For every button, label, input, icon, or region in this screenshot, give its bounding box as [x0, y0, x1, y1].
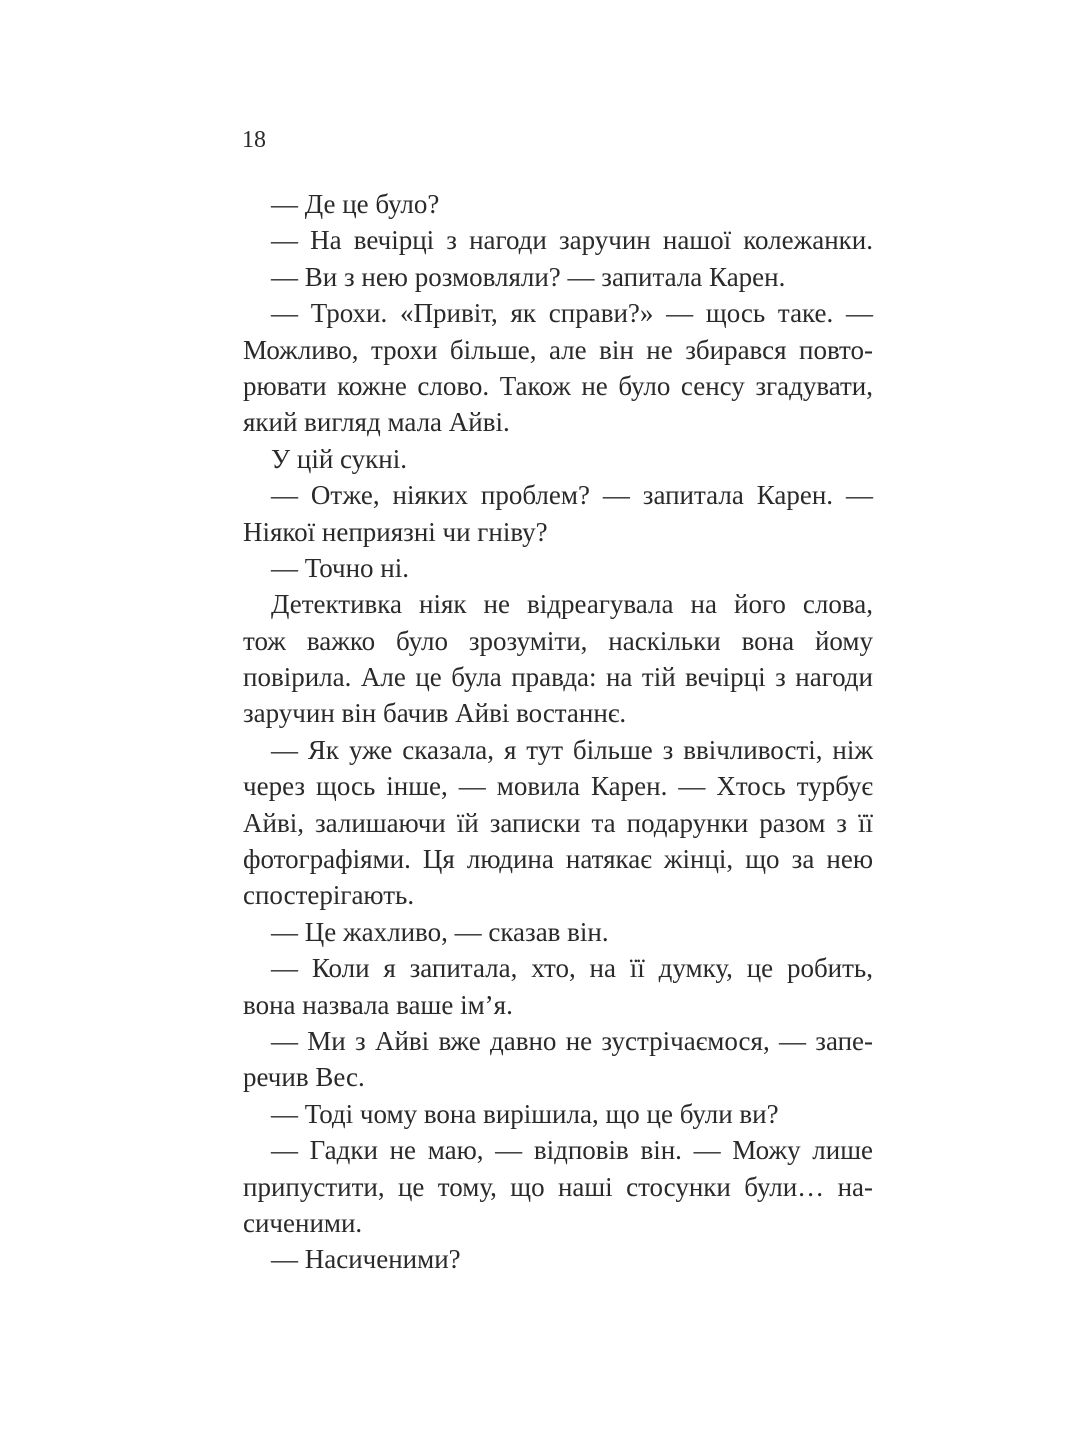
- text-line: — Як уже сказала, я тут більше з ввічливості, ніж: [271, 734, 873, 765]
- text-line: — Точно ні.: [271, 552, 409, 583]
- body-text: [243, 186, 873, 1278]
- page-number: 18: [242, 127, 266, 153]
- text-line: У цій сукні.: [271, 443, 407, 474]
- text-line: припустити, це тому, що наші стосунки були… на-: [243, 1171, 873, 1202]
- text-line: — Ви з нею розмовляли? — запитала Карен.: [271, 261, 786, 292]
- text-line: Айві, залишаючи їй записки та подарунки разом з її: [243, 807, 873, 838]
- text-line: речив Вес.: [243, 1062, 365, 1093]
- text-line: — Коли я запитала, хто, на її думку, це робить,: [271, 953, 873, 984]
- text-line: повірила. Але це була правда: на тій вечірці з нагоди: [243, 662, 873, 693]
- text-line: через щось інше, — мовила Карен. — Хтось турбує: [243, 771, 873, 802]
- text-line: — Трохи. «Привіт, як справи?» — щось таке. —: [271, 298, 873, 329]
- text-line: Можливо, трохи більше, але він не збирався повто-: [243, 334, 873, 365]
- text-line: — На вечірці з нагоди заручин нашої колежанки.: [271, 225, 873, 256]
- text-line: Ніякої неприязні чи гніву?: [243, 516, 548, 547]
- text-line: — Отже, ніяких проблем? — запитала Карен. —: [271, 480, 873, 511]
- text-line: спостерігають.: [243, 880, 415, 911]
- text-line: заручин він бачив Айві востаннє.: [243, 698, 627, 729]
- text-line: Детективка ніяк не відреагувала на його слова,: [271, 589, 873, 620]
- text-line: — Де це було?: [271, 189, 440, 219]
- text-line: фотографіями. Ця людина натякає жінці, що за нею: [243, 844, 873, 875]
- text-line: — Гадки не маю, — відповів він. — Можу лише: [271, 1135, 873, 1166]
- text-line: — Ми з Айві вже давно не зустрічаємося, — запе-: [271, 1025, 873, 1056]
- text-line: рювати кожне слово. Також не було сенсу згадувати,: [243, 370, 873, 401]
- text-line: який вигляд мала Айві.: [243, 407, 510, 438]
- text-line: — Тоді чому вона вирішила, що це були ви?: [271, 1098, 779, 1129]
- text-line: тож важко було зрозуміти, наскільки вона йому: [243, 625, 873, 656]
- text-line: сиченими.: [243, 1207, 363, 1238]
- text-line: — Насиченими?: [271, 1244, 461, 1275]
- text-line: вона назвала ваше ім’я.: [243, 989, 513, 1020]
- text-line: — Це жахливо, — сказав він.: [271, 916, 609, 947]
